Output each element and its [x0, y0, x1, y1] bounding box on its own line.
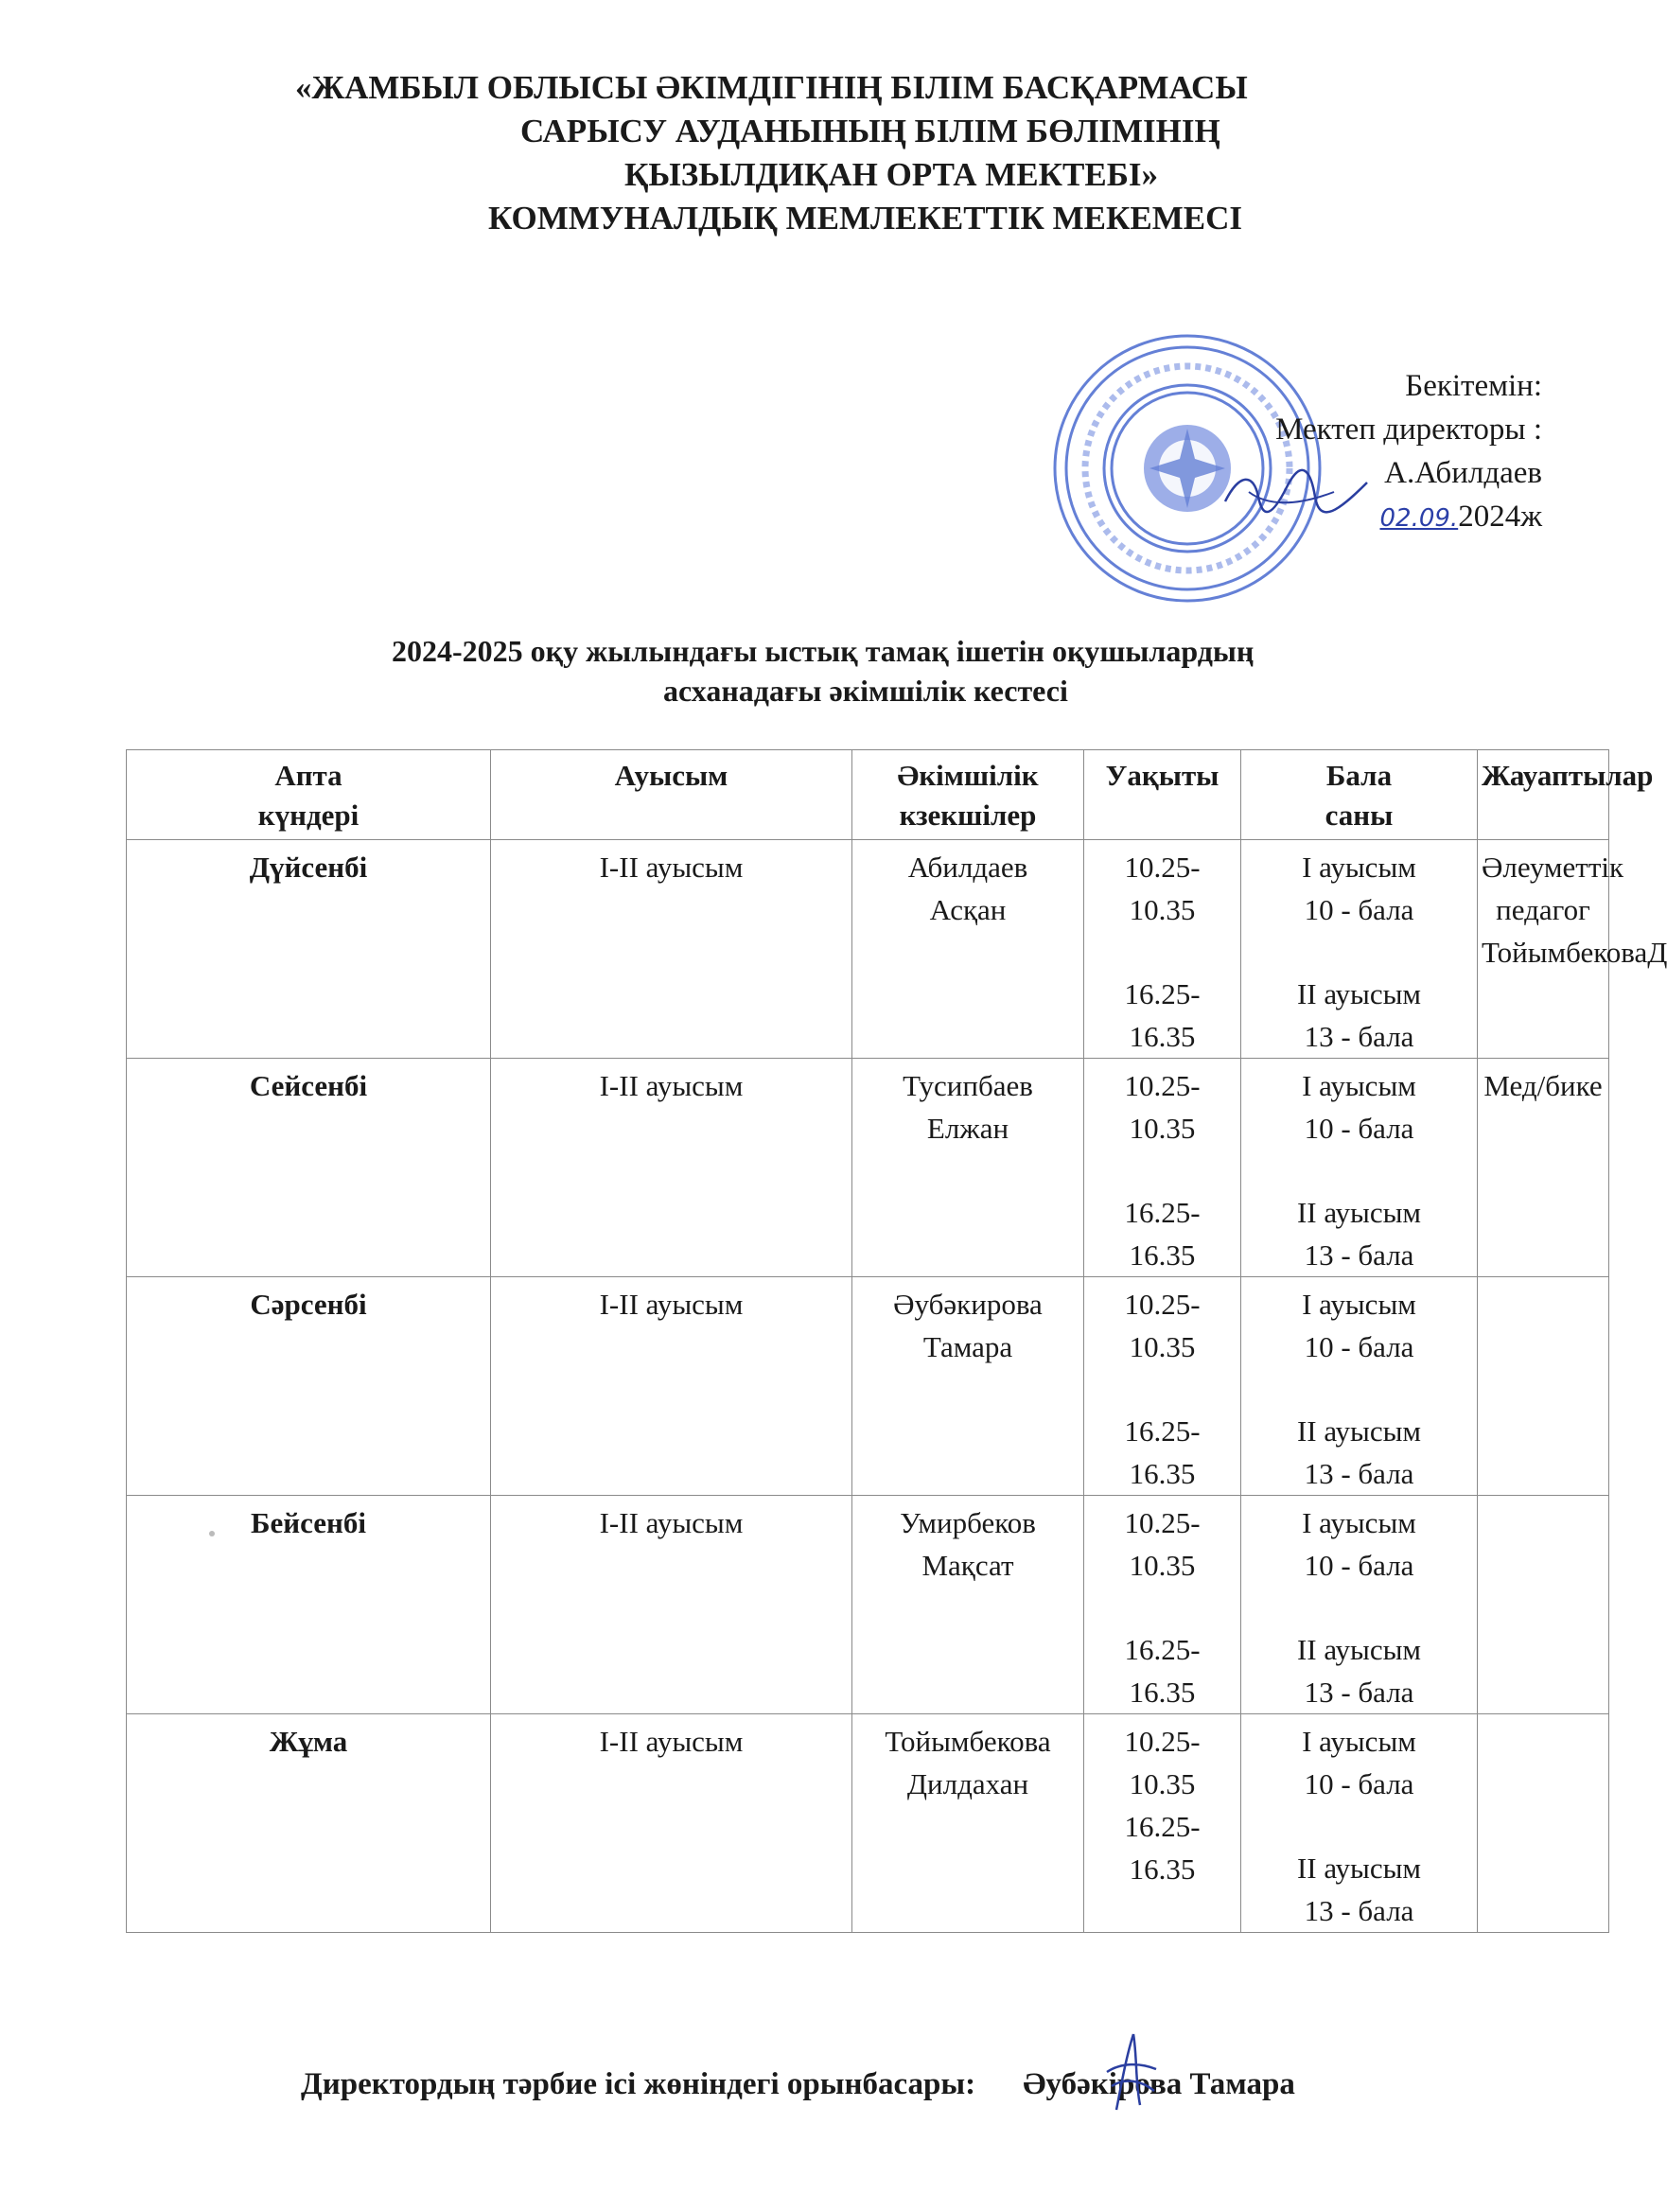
table-row — [127, 1059, 1609, 1277]
header-line-4: КОММУНАЛДЫҚ МЕМЛЕКЕТТІК МЕКЕМЕСІ — [488, 200, 1243, 237]
table-row — [127, 840, 1609, 1059]
approval-year: 2024ж — [1458, 500, 1542, 534]
cell-time: 10.25- 10.35 16.25- 16.35 — [1084, 840, 1241, 1059]
header-line-1: «ЖАМБЫЛ ОБЛЫСЫ ӘКІМДІГІНІҢ БІЛІМ БАСҚАРМАСЫ — [295, 69, 1248, 106]
header-day: Апта күндері — [127, 750, 491, 840]
cell-day: Сәрсенбі — [127, 1277, 491, 1496]
cell-shift: I-II ауысым — [491, 840, 852, 1059]
cell-time: 10.25- 10.35 16.25- 16.35 — [1084, 1714, 1241, 1933]
cell-shift: I-II ауысым — [491, 1714, 852, 1933]
footer-name: Әубәкірова Тамара — [1023, 2067, 1295, 2101]
schedule-table — [126, 749, 1667, 1933]
header-responsible: Жауаптылар — [1478, 750, 1609, 840]
cell-shift: I-II ауысым — [491, 1277, 852, 1496]
cell-day: Жұма — [127, 1714, 491, 1933]
cell-admin: Умирбеков Мақсат — [852, 1496, 1084, 1714]
cell-responsible — [1478, 1496, 1609, 1714]
approval-name: А.Абилдаев — [1384, 456, 1542, 490]
header-shift: Ауысым — [491, 750, 852, 840]
footer-position: Директордың тәрбие ісі жөніндегі орынбасары: — [301, 2067, 976, 2101]
header-line-2: САРЫСУ АУДАНЫНЫҢ БІЛІМ БӨЛІМІНІҢ — [520, 113, 1220, 149]
deputy-signature-icon — [1097, 2029, 1164, 2115]
cell-responsible — [1478, 1714, 1609, 1933]
approval-position: Мектеп директоры : — [1275, 413, 1542, 447]
table-row — [127, 1496, 1609, 1714]
cell-admin: Әубәкирова Тамара — [852, 1277, 1084, 1496]
scan-speck — [209, 1531, 215, 1536]
header-count: Бала саны — [1241, 750, 1478, 840]
approval-date-handwritten: 02.09. — [1379, 504, 1459, 533]
cell-count: I ауысым 10 - бала II ауысым 13 - бала — [1241, 1496, 1478, 1714]
table-row — [127, 1277, 1609, 1496]
cell-shift: I-II ауысым — [491, 1496, 852, 1714]
cell-time: 10.25- 10.35 16.25- 16.35 — [1084, 1059, 1241, 1277]
cell-count: I ауысым 10 - бала II ауысым 13 - бала — [1241, 1059, 1478, 1277]
cell-count: I ауысым 10 - бала II ауысым 13 - бала — [1241, 1277, 1478, 1496]
director-signature-icon — [1220, 464, 1372, 520]
cell-admin: Тойымбекова Дилдахан — [852, 1714, 1084, 1933]
cell-responsible: Әлеуметтік педагог ТойымбековаД — [1478, 840, 1609, 1059]
cell-responsible — [1478, 1277, 1609, 1496]
cell-time: 10.25- 10.35 16.25- 16.35 — [1084, 1496, 1241, 1714]
table-header-row — [127, 750, 1609, 840]
cell-shift: I-II ауысым — [491, 1059, 852, 1277]
cell-count: I ауысым 10 - бала II ауысым 13 - бала — [1241, 840, 1478, 1059]
cell-count: I ауысым 10 - бала II ауысым 13 - бала — [1241, 1714, 1478, 1933]
cell-time: 10.25- 10.35 16.25- 16.35 — [1084, 1277, 1241, 1496]
cell-admin: Тусипбаев Елжан — [852, 1059, 1084, 1277]
cell-admin: Абилдаев Асқан — [852, 840, 1084, 1059]
header-line-3: ҚЫЗЫЛДИҚАН ОРТА МЕКТЕБІ» — [624, 156, 1158, 193]
title-line-1: 2024-2025 оқу жылындағы ыстық тамақ ішетін оқушылардың — [392, 634, 1255, 668]
cell-day: Бейсенбі — [127, 1496, 491, 1714]
title-line-2: асханадағы әкімшілік кестесі — [663, 674, 1068, 708]
approval-label: Бекітемін: — [1405, 369, 1542, 403]
cell-day: Дүйсенбі — [127, 840, 491, 1059]
header-admin: Әкімшілік кзекшілер — [852, 750, 1084, 840]
cell-responsible: Мед/бике — [1478, 1059, 1609, 1277]
table-row — [127, 1714, 1609, 1933]
cell-day: Сейсенбі — [127, 1059, 491, 1277]
header-time: Уақыты — [1084, 750, 1241, 840]
